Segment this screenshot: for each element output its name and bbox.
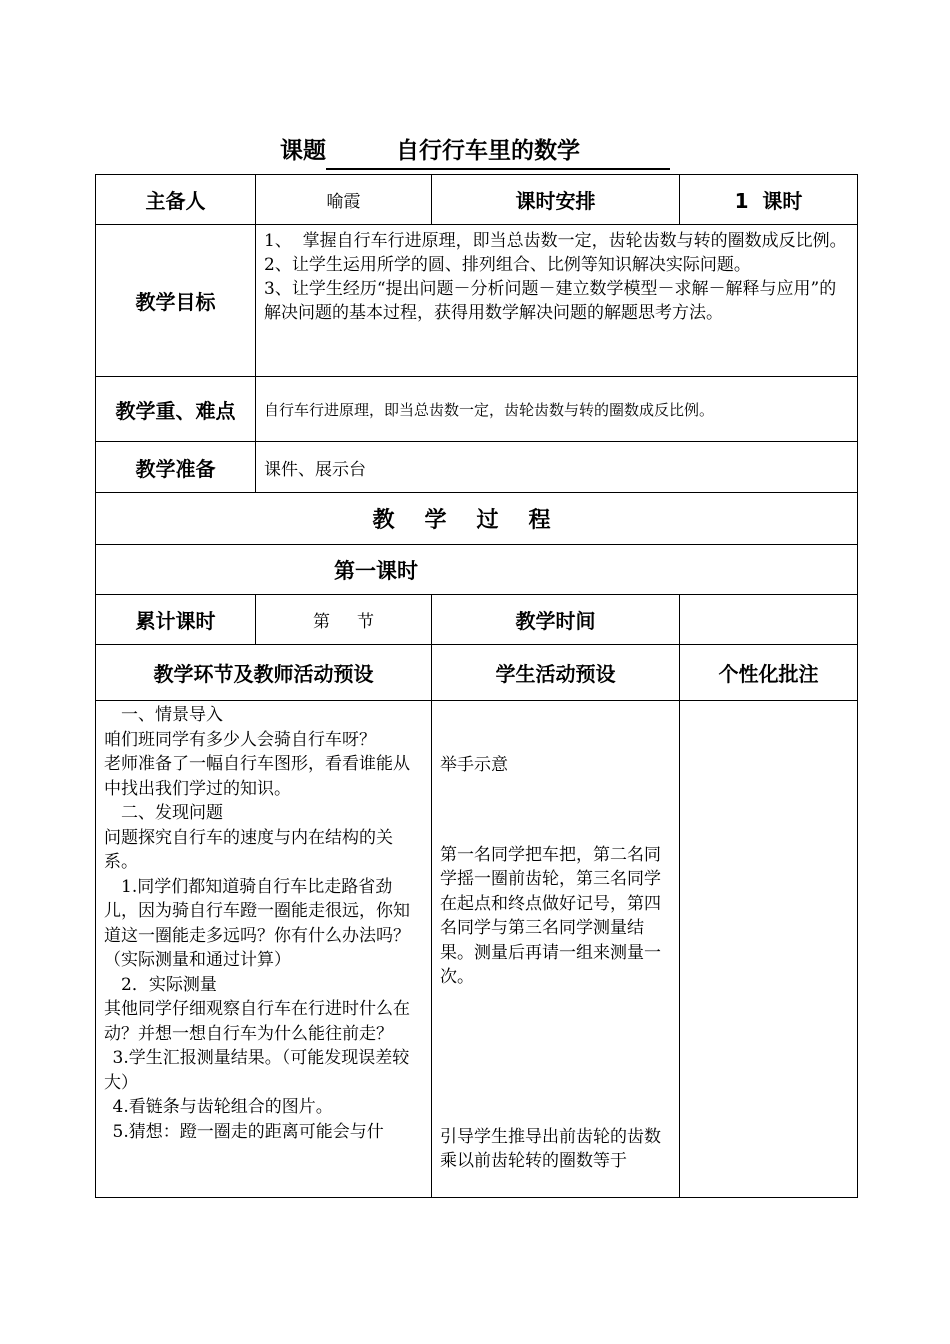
teacher-activities bbox=[96, 701, 432, 1198]
key-points-text: 自行车行进原理，即当总齿数一定，齿轮齿数与转的圈数成反比例。 bbox=[256, 377, 858, 442]
student-activities bbox=[432, 701, 680, 1198]
student-line: 第一名同学把车把，第二名同学摇一圈前齿轮，第三名同学在起点和终点做好记号，第四名同学与第三名同学测量结果。测量后再请一组来测量一次。 bbox=[440, 844, 661, 987]
preparation-text: 课件、展示台 bbox=[256, 442, 858, 493]
title-topic: 自行行车里的数学 bbox=[396, 138, 580, 164]
student-line: 引导学生推导出前齿轮的齿数乘以前齿轮转的圈数等于 bbox=[440, 1126, 661, 1171]
schedule-value: 1 课时 bbox=[680, 175, 858, 225]
lesson-number: 第一课时 bbox=[96, 545, 858, 595]
notes-column bbox=[680, 701, 858, 1198]
teacher-line: 一、情景导入 bbox=[121, 705, 223, 725]
objectives-label: 教学目标 bbox=[96, 225, 256, 377]
teacher-line: 二、发现问题 bbox=[121, 803, 223, 823]
preparation-label: 教学准备 bbox=[96, 442, 256, 493]
teacher-line: 3.学生汇报测量结果。（可能发现误差较大） bbox=[104, 1048, 410, 1093]
process-heading: 教学过程 bbox=[96, 493, 858, 545]
cumulative-row bbox=[96, 595, 858, 645]
lesson-number-row bbox=[96, 545, 858, 595]
schedule-label: 课时安排 bbox=[432, 175, 680, 225]
preparer-value: 喻霞 bbox=[256, 175, 432, 225]
lesson-plan-table bbox=[95, 174, 858, 1198]
objective-item-1: 1、 掌握自行车行进原理，即当总齿数一定，齿轮齿数与转的圈数成反比例。 bbox=[264, 231, 847, 251]
objective-item-2: 2、让学生运用所学的圆、排列组合、比例等知识解决实际问题。 bbox=[264, 255, 751, 275]
teacher-line: 1.同学们都知道骑自行车比走路省劲儿，因为骑自行车蹬一圈能走很远，你知道这一圈能走多远吗？你有什么办法吗？ （实际测量和通过计算） bbox=[104, 876, 432, 970]
objectives-row bbox=[96, 225, 858, 377]
key-points-label: 教学重、难点 bbox=[96, 377, 256, 442]
title-topic-blank bbox=[326, 134, 670, 170]
teacher-line: 5.猜想：蹬一圈走的距离可能会与什 bbox=[112, 1121, 384, 1142]
teacher-line: 老师准备了一幅自行车图形，看看谁能从中找出我们学过的知识。 bbox=[104, 754, 410, 799]
info-row bbox=[96, 175, 858, 225]
activity-row bbox=[96, 701, 858, 1198]
teaching-time-label: 教学时间 bbox=[432, 595, 680, 645]
teacher-line: 咱们班同学有多少人会骑自行车呀？ bbox=[104, 729, 376, 750]
cumulative-label: 累计课时 bbox=[96, 595, 256, 645]
teaching-time-value bbox=[680, 595, 858, 645]
key-points-row bbox=[96, 377, 858, 442]
objective-item-3: 3、让学生经历“提出问题－分析问题－建立数学模型－求解－解释与应用”的解决问题的基本过程，获得用数学解决问题的解题思考方法。 bbox=[264, 279, 837, 323]
column-header-row bbox=[96, 645, 858, 701]
teacher-line: 问题探究自行车的速度与内在结构的关系。 bbox=[104, 827, 393, 872]
cumulative-value: 第 节 bbox=[256, 595, 432, 645]
process-heading-row bbox=[96, 493, 858, 545]
preparation-row bbox=[96, 442, 858, 493]
title-label: 课题 bbox=[280, 138, 326, 164]
notes-column-header: 个性化批注 bbox=[680, 645, 858, 701]
student-column-header: 学生活动预设 bbox=[432, 645, 680, 701]
preparer-label: 主备人 bbox=[96, 175, 256, 225]
teacher-line: 2．实际测量 bbox=[121, 974, 217, 995]
teacher-column-header: 教学环节及教师活动预设 bbox=[96, 645, 432, 701]
student-line: 举手示意 bbox=[440, 755, 508, 775]
objectives-content bbox=[256, 225, 858, 377]
lesson-title bbox=[0, 134, 950, 170]
teacher-line: 4.看链条与齿轮组合的图片。 bbox=[112, 1097, 333, 1117]
teacher-line: 其他同学仔细观察自行车在行进时什么在动？并想一想自行车为什么能往前走？ bbox=[104, 999, 410, 1044]
